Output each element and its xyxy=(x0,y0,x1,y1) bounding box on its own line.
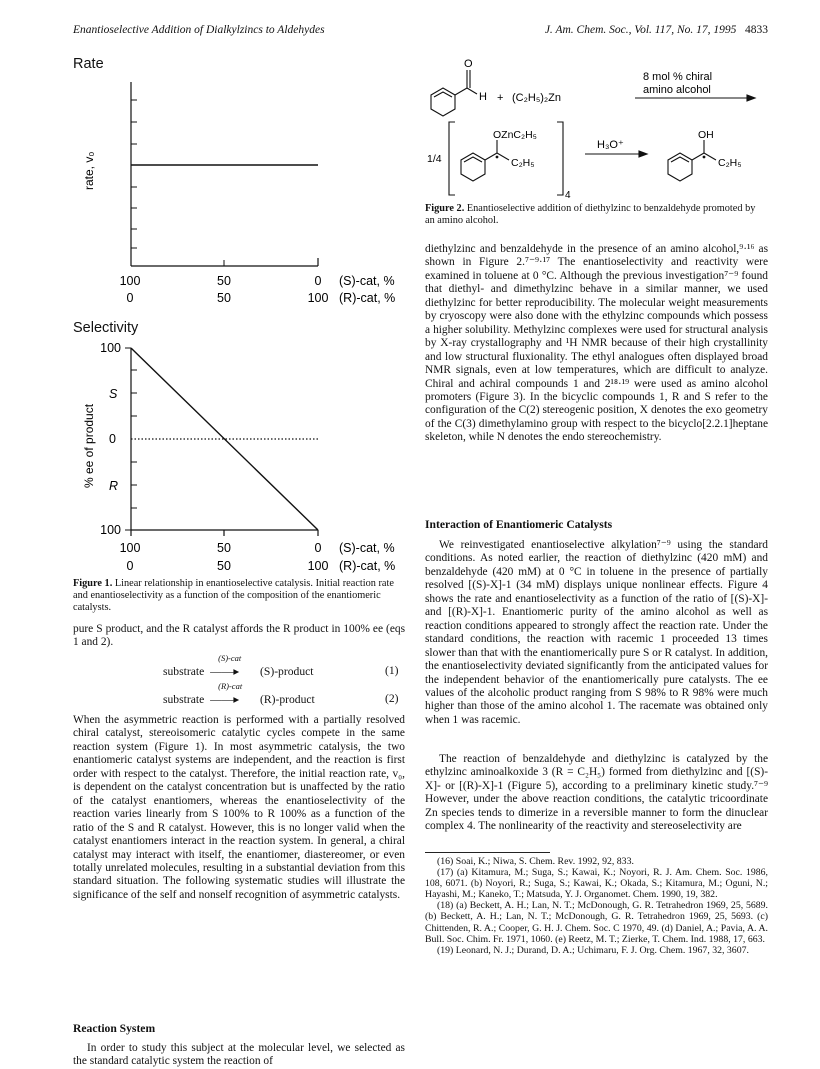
left-para-3: In order to study this subject at the molecular level, we selected as the standard catalytic system the reaction of xyxy=(73,1042,405,1068)
rate-y-ticks xyxy=(131,100,137,248)
aldehyde-hydrogen: H xyxy=(479,91,487,103)
eq1-catalyst: (S)-cat xyxy=(218,653,242,663)
rate-axis-frame xyxy=(131,82,318,266)
eq2-catalyst: (R)-cat xyxy=(218,681,243,691)
right-para-2: We reinvestigated enantioselective alkylation⁷⁻⁹ using the standard conditions. As noted earlier, the reaction of diethylzinc (420 mM) and benzaldehyde (420 mM) at 0 °C in toluene in the presence of partially resolved [(S)-X]-1 (34 mM) displays unique nonlinear effects. Figure 4 shows the rate and enantioselectivity as a function of the ratio of [(S)-X]- and [(R)-X]-1. Enantiomeric purity of the amino alcohol as well as reaction conditions appeared to strongly affect the reaction rate. Under the standard conditions, the reaction with racemic 1 proceeded 13 times slower than that with the enantiomerically pure S or R catalyst. In addition, the enantioselectivity deviated significantly from the anticipated values for the independent behavior of the enantiomerically pure catalysts. The ee values of the alcoholic product ranging from S 98% to R 98% were much higher than those of the amino alcohol 1. The racemate was obtained only when 1 was racemic. xyxy=(425,539,768,726)
selectivity-y-label: % ee of product xyxy=(82,403,96,488)
selectivity-panel-title: Selectivity xyxy=(73,320,139,336)
selectivity-chart xyxy=(73,340,413,580)
hydrolysis-reagent: H₃O⁺ xyxy=(597,139,624,151)
eq1-arrow: ——▸ xyxy=(210,665,240,678)
figure1-caption-text: Linear relationship in enantioselective catalysis. Initial reaction rate and enantioselectivity as a function of the composition of the enantiomeric catalysts. xyxy=(73,578,394,613)
product-alcohol-structure xyxy=(668,140,716,181)
left-para-1: pure S product, and the R catalyst affords the R product in 100% ee (eqs 1 and 2). xyxy=(73,623,405,649)
selectivity-x-r-label: (R)-cat, % xyxy=(339,559,396,573)
eq2-number: (2) xyxy=(385,692,399,705)
figure2-caption-label: Figure 2. xyxy=(425,203,465,214)
footnote-17: (17) (a) Kitamura, M.; Suga, S.; Kawai, K.; Noyori, R. J. Am. Chem. Soc. 1986, 108, 6071. (b) Noyori, R.; Suga, S.; Kawai, K.; Okada, S.; Kitamura, M.; Oguni, N.; Hayashi, M.; Kaneko, T.; Matsuda, Y. J. Organomet. Chem. 1990, 19, 382. xyxy=(425,867,768,901)
reagent-line-1: 8 mol % chiral xyxy=(643,71,713,83)
selectivity-s-label: S xyxy=(109,387,118,401)
alkoxide-ethyl-label: C₂H₅ xyxy=(511,157,535,169)
benzaldehyde-structure xyxy=(431,70,477,116)
footnote-16: (16) Soai, K.; Niwa, S. Chem. Rev. 1992, 92, 833. xyxy=(437,856,634,867)
footnotes xyxy=(425,856,768,956)
selectivity-y-tick-bottom: 100 xyxy=(100,523,121,537)
selectivity-x-r-tick-0: 0 xyxy=(126,559,134,573)
scheme-plus: + xyxy=(497,92,504,104)
alkoxide-structure xyxy=(461,140,509,181)
selectivity-x-r-tick-1: 50 xyxy=(217,559,231,573)
selectivity-x-s-tick-1: 50 xyxy=(217,541,231,555)
reaction-arrow-2 xyxy=(585,151,647,157)
eq2-product: (R)-product xyxy=(260,693,315,706)
bracket-right xyxy=(557,122,563,195)
eq1-product: (S)-product xyxy=(260,665,314,678)
page-number: 4833 xyxy=(745,24,768,36)
zinc-alkoxide-label: OZnC₂H₅ xyxy=(493,129,537,141)
eq2-arrow: ——▸ xyxy=(210,693,240,706)
eq1-number: (1) xyxy=(385,664,399,677)
selectivity-y-tick-top: 100 xyxy=(100,341,121,355)
right-para-1: diethylzinc and benzaldehyde in the presence of an amino alcohol,⁹·¹⁶ as shown in Figure 2.⁷⁻⁹·¹⁷ The enantioselectivity and reactivity were examined in toluene at 0 °C. Although the previous investigation⁷⁻⁹ found that diethyl- and dimethylzinc behave in a similar manner, we used diethylzinc for better reproducibility. The molecular weight measurements by cryoscopy were also done with the ethylzinc compounds which possess a higher solubility. Methylzinc complexes were used for structural analysis by X-ray crystallography and ¹H NMR because of their high crystallinity and low structural fluxionality. The ethyl analogues often displayed broad NMR signals, even at low temperatures, which are difficult to analyze. Chiral and achiral compounds 1 and 2¹⁸·¹⁹ were used as amino alcohol promoters (Figure 3). In the bicyclic compounds 1, R and S refer to the configuration of the C(2) stereogenic position, X denotes the exo geometry of the C(3) dimethylamino group with respect to the bicyclo[2.2.1]heptane skeleton, while N denotes the endo stereochemistry. xyxy=(425,243,768,444)
stoich-quarter: 1/4 xyxy=(427,153,442,165)
selectivity-x-s-label: (S)-cat, % xyxy=(339,541,395,555)
rate-x-s-tick-2: 0 xyxy=(314,274,322,288)
section-heading-reaction-system: Reaction System xyxy=(73,1022,156,1035)
rate-y-label: rate, v₀ xyxy=(82,151,96,190)
selectivity-x-s-tick-2: 0 xyxy=(314,541,322,555)
rate-x-r-tick-0: 0 xyxy=(126,291,134,305)
equation-1 xyxy=(163,653,314,678)
journal-citation: J. Am. Chem. Soc., Vol. 117, No. 17, 1995 xyxy=(544,24,737,36)
footnote-19: (19) Leonard, N. J.; Durand, D. A.; Uchimaru, F. J. Org. Chem. 1967, 32, 3607. xyxy=(437,944,749,956)
figure1-caption xyxy=(73,578,405,614)
aggregate-subscript: 4 xyxy=(565,190,571,201)
equation-2 xyxy=(163,681,315,706)
footnote-18: (18) (a) Beckett, A. H.; Lan, N. T.; McDonough, G. R. Tetrahedron 1969, 25, 5689. (b) Beckett, A. H.; Lan, N. T.; McDonough, G. R. Tetrahedron 1969, 25, 5693. (c) Chittenden, R. A.; Cooper, G. H. J. Chem. Soc. C 1970, 49. (d) Daniel, A.; Pavia, A. A. Bull. Soc. Chim. Fr. 1971, 1060. (e) Reetz, M. T.; Zierke, T. Chem. Ind. 1988, 17, 663. xyxy=(425,900,768,945)
reagent-line-2: amino alcohol xyxy=(643,84,711,96)
stereocenter-dot-2 xyxy=(703,156,706,159)
selectivity-r-label: R xyxy=(109,479,119,493)
stereocenter-dot-1 xyxy=(496,156,499,159)
rate-x-s-tick-0: 100 xyxy=(119,274,141,288)
rate-chart xyxy=(73,80,413,330)
figure2-caption xyxy=(425,203,765,227)
rate-x-r-tick-2: 100 xyxy=(307,291,329,305)
section-heading-interaction: Interaction of Enantiomeric Catalysts xyxy=(425,518,613,531)
rate-x-r-label: (R)-cat, % xyxy=(339,291,396,305)
figure2-scheme xyxy=(425,50,770,200)
rate-x-s-tick-1: 50 xyxy=(217,274,231,288)
running-header-title: Enantioselective Addition of Dialkylzincs to Aldehydes xyxy=(73,24,325,36)
rate-panel-title: Rate xyxy=(73,56,104,72)
product-hydroxyl: OH xyxy=(698,129,714,141)
selectivity-zero-tick: 0 xyxy=(109,432,116,446)
selectivity-x-r-tick-2: 100 xyxy=(307,559,329,573)
selectivity-x-s-tick-0: 100 xyxy=(119,541,141,555)
eq1-substrate: substrate xyxy=(163,665,205,678)
rate-x-s-label: (S)-cat, % xyxy=(339,274,395,288)
aldehyde-oxygen: O xyxy=(464,58,473,70)
footnote-rule xyxy=(425,852,550,853)
diethylzinc-reagent: (C₂H₅)₂Zn xyxy=(512,92,562,104)
running-header-citation xyxy=(545,24,768,36)
right-para-3: The reaction of benzaldehyde and diethylzinc is catalyzed by the ethylzinc aminoalkoxide 3 (R = C₂H₅) formed from diethylzinc and [(S)-X]- or [(R)-X]-1 (Figure 5), according to a preliminary kinetic study.⁷⁻⁹ However, under the above reaction conditions, the catalytic tricoordinate Zn species tends to dimerize in a reversible manner to form the dinuclear complex 4. The nonlinearity of the reactivity and stereoselectivity are xyxy=(425,753,768,833)
rate-x-r-tick-1: 50 xyxy=(217,291,231,305)
figure2-caption-text: Enantioselective addition of diethylzinc to benzaldehyde promoted by an amino alcohol. xyxy=(425,203,756,226)
eq2-substrate: substrate xyxy=(163,693,205,706)
figure1-caption-label: Figure 1. xyxy=(73,578,113,589)
bracket-left xyxy=(449,122,455,195)
product-ethyl-label: C₂H₅ xyxy=(718,157,742,169)
left-para-2: When the asymmetric reaction is performed with a partially resolved chiral catalyst, stereoisomeric catalytic cycles compete in the same reaction system (Figure 1). In most asymmetric catalysis, the two enantiomeric catalyst systems are independent, and the reaction is first order with respect to the catalyst. Therefore, the initial reaction rate, v₀, is dependent on the catalyst concentration but is unaffected by the ratio of the catalyst enantiomers, whereas the enantioselectivity of the reaction varies linearly from S 100% to R 100% as a function of the ratio of the S and R catalyst. However, this is no longer valid when the catalyst enantiomers interact in the reaction system. In general, a chiral catalyst may interact with itself, the enantiomer, diastereomer, or even totally unrelated molecules, resulting in a substantial deviation from this standard situation. The following systematic studies will illustrate the significance of the self and nonself recognition of asymmetric catalysts. xyxy=(73,714,405,901)
